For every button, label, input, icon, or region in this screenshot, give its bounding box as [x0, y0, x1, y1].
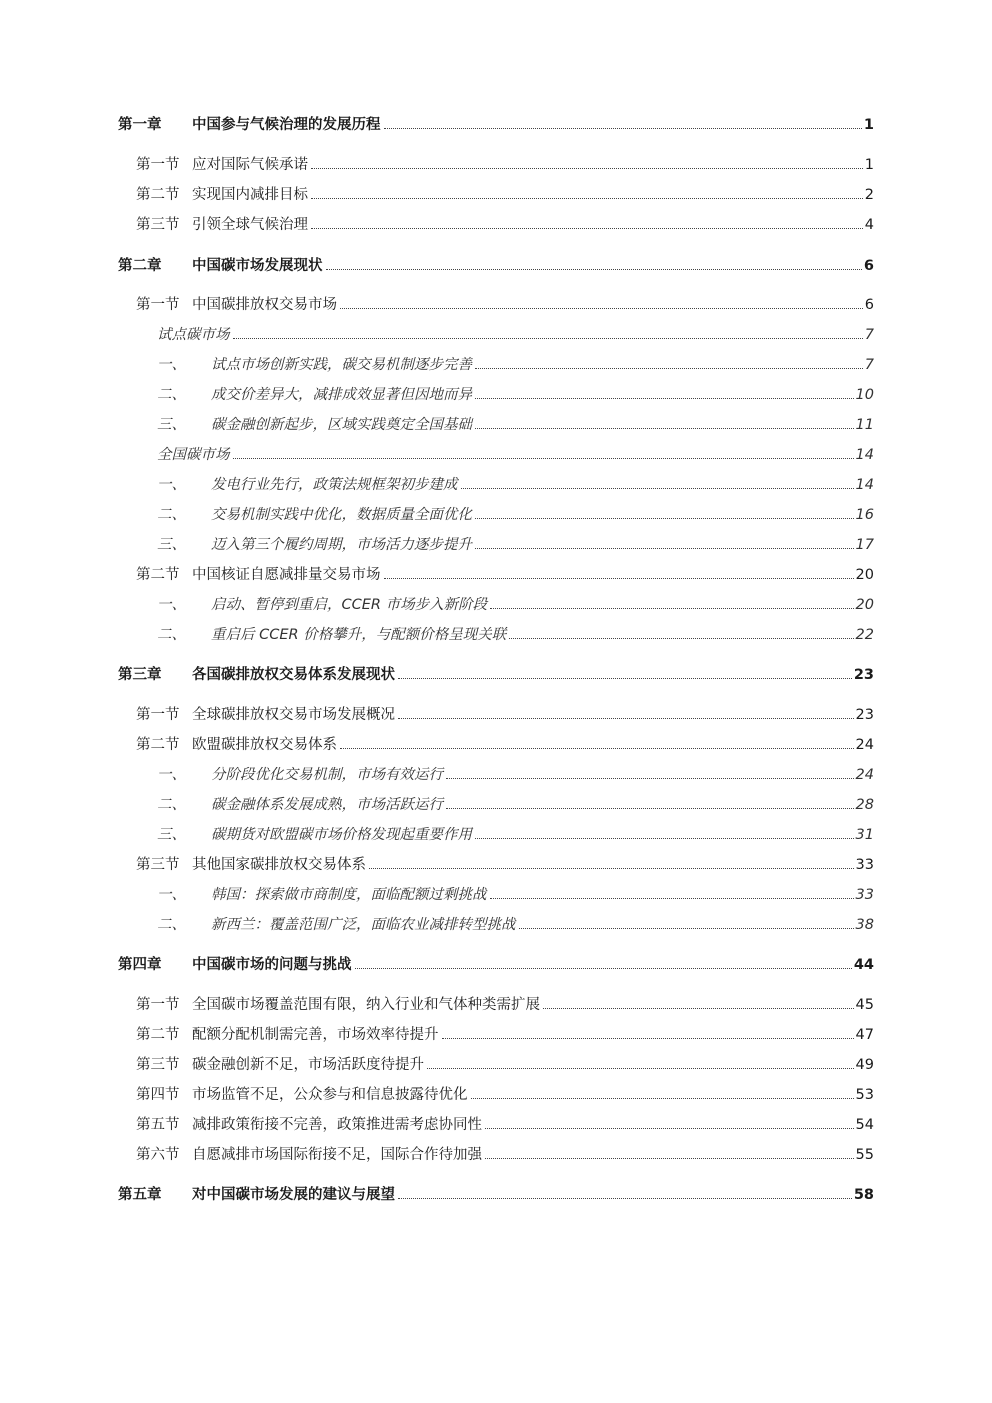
dot-leader [461, 488, 854, 489]
toc-entry-page-number: 1 [864, 157, 874, 173]
toc-entry-label: 第二节 [136, 737, 180, 753]
toc-entry-sub-b[interactable] [157, 823, 874, 845]
toc-entry-label: 二、 [157, 797, 186, 813]
toc-entry-page-number: 22 [855, 627, 874, 643]
toc-entry-page-number: 54 [855, 1117, 874, 1133]
toc-entry-page-number: 45 [855, 997, 874, 1013]
toc-entry-section[interactable] [136, 183, 874, 205]
toc-entry-label: 第三章 [118, 667, 162, 683]
toc-entry-label: 第一章 [118, 117, 162, 133]
toc-entry-sub-a[interactable] [157, 443, 874, 465]
toc-entry-title: 交易机制实践中优化，数据质量全面优化 [211, 507, 472, 523]
toc-entry-title: 韩国：探索做市商制度，面临配额过剩挑战 [211, 887, 487, 903]
dot-leader [543, 1008, 854, 1009]
toc-entry-label: 第二章 [118, 258, 162, 274]
toc-entry-page-number: 44 [853, 957, 874, 973]
toc-entry-sub-b[interactable] [157, 913, 874, 935]
toc-entry-title: 重启后 CCER 价格攀升，与配额价格呈现关联 [211, 627, 507, 643]
toc-entry-title: 配额分配机制需完善，市场效率待提升 [192, 1027, 439, 1043]
toc-entry-label: 第一节 [136, 997, 180, 1013]
dot-leader [233, 458, 854, 459]
toc-entry-label: 第一节 [136, 297, 180, 313]
dot-leader [490, 898, 854, 899]
toc-entry-page-number: 17 [855, 537, 874, 553]
toc-entry-chapter[interactable] [118, 254, 874, 276]
toc-entry-title: 减排政策衔接不完善，政策推进需考虑协同性 [192, 1117, 482, 1133]
toc-entry-label: 三、 [157, 827, 186, 843]
dot-leader [485, 1128, 854, 1129]
toc-entry-label: 第三节 [136, 217, 180, 233]
toc-entry-title: 全球碳排放权交易市场发展概况 [192, 707, 395, 723]
dot-leader [340, 308, 863, 309]
toc-entry-page-number: 2 [864, 187, 874, 203]
toc-entry-sub-b[interactable] [157, 413, 874, 435]
toc-entry-title: 应对国际气候承诺 [192, 157, 308, 173]
toc-entry-sub-b[interactable] [157, 503, 874, 525]
toc-entry-title: 全国碳市场 [157, 447, 230, 463]
toc-entry-section[interactable] [136, 563, 874, 585]
toc-entry-page-number: 7 [864, 327, 874, 343]
toc-entry-label: 三、 [157, 537, 186, 553]
dot-leader [475, 518, 854, 519]
toc-entry-section[interactable] [136, 1023, 874, 1045]
toc-entry-section[interactable] [136, 1143, 874, 1165]
dot-leader [355, 968, 852, 969]
toc-entry-label: 一、 [157, 767, 186, 783]
toc-entry-title: 碳金融体系发展成熟，市场活跃运行 [211, 797, 443, 813]
toc-entry-title: 中国核证自愿减排量交易市场 [192, 567, 381, 583]
toc-entry-page-number: 53 [855, 1087, 874, 1103]
toc-entry-label: 第二节 [136, 187, 180, 203]
toc-entry-page-number: 20 [855, 597, 874, 613]
toc-entry-page-number: 1 [863, 117, 874, 133]
toc-entry-title: 发电行业先行，政策法规框架初步建成 [211, 477, 458, 493]
toc-entry-label: 一、 [157, 357, 186, 373]
toc-entry-page-number: 55 [855, 1147, 874, 1163]
dot-leader [233, 338, 863, 339]
toc-entry-label: 第六节 [136, 1147, 180, 1163]
toc-entry-sub-a[interactable] [157, 323, 874, 345]
toc-entry-sub-b[interactable] [157, 763, 874, 785]
toc-entry-page-number: 33 [855, 857, 874, 873]
toc-entry-title: 中国碳排放权交易市场 [192, 297, 337, 313]
toc-entry-chapter[interactable] [118, 113, 874, 135]
toc-entry-chapter[interactable] [118, 1183, 874, 1205]
dot-leader [475, 428, 854, 429]
toc-entry-title: 中国碳市场的问题与挑战 [192, 957, 352, 973]
toc-entry-label: 第五章 [118, 1187, 162, 1203]
dot-leader [398, 678, 852, 679]
toc-entry-page-number: 4 [864, 217, 874, 233]
dot-leader [485, 1158, 854, 1159]
toc-entry-title: 碳金融创新不足，市场活跃度待提升 [192, 1057, 424, 1073]
toc-entry-label: 第五节 [136, 1117, 180, 1133]
dot-leader [398, 1198, 852, 1199]
toc-entry-page-number: 16 [855, 507, 874, 523]
toc-entry-sub-b[interactable] [157, 793, 874, 815]
toc-entry-page-number: 28 [855, 797, 874, 813]
toc-entry-page-number: 38 [855, 917, 874, 933]
toc-entry-title: 试点碳市场 [157, 327, 230, 343]
toc-entry-section[interactable] [136, 853, 874, 875]
toc-entry-label: 三、 [157, 417, 186, 433]
toc-entry-section[interactable] [136, 733, 874, 755]
dot-leader [475, 398, 854, 399]
toc-entry-title: 碳金融创新起步，区域实践奠定全国基础 [211, 417, 472, 433]
toc-entry-title: 成交价差异大，减排成效显著但因地而异 [211, 387, 472, 403]
toc-entry-page-number: 24 [855, 737, 874, 753]
toc-entry-label: 二、 [157, 917, 186, 933]
dot-leader [369, 868, 854, 869]
dot-leader [398, 718, 854, 719]
toc-entry-page-number: 10 [855, 387, 874, 403]
toc-entry-section[interactable] [136, 1083, 874, 1105]
toc-entry-label: 一、 [157, 477, 186, 493]
toc-entry-label: 第三节 [136, 1057, 180, 1073]
toc-entry-title: 对中国碳市场发展的建议与展望 [192, 1187, 395, 1203]
toc-entry-page-number: 24 [855, 767, 874, 783]
dot-leader [311, 198, 863, 199]
toc-entry-title: 分阶段优化交易机制，市场有效运行 [211, 767, 443, 783]
dot-leader [490, 608, 853, 609]
toc-entry-sub-b[interactable] [157, 593, 874, 615]
dot-leader [446, 808, 854, 809]
toc-entry-label: 第二节 [136, 1027, 180, 1043]
toc-entry-page-number: 14 [855, 477, 874, 493]
toc-entry-label: 第四节 [136, 1087, 180, 1103]
dot-leader [446, 778, 854, 779]
toc-entry-page-number: 58 [853, 1187, 874, 1203]
toc-entry-section[interactable] [136, 153, 874, 175]
dot-leader [340, 748, 854, 749]
toc-entry-label: 二、 [157, 387, 186, 403]
dot-leader [384, 128, 862, 129]
toc-entry-title: 全国碳市场覆盖范围有限，纳入行业和气体种类需扩展 [192, 997, 540, 1013]
toc-entry-page-number: 20 [855, 567, 874, 583]
dot-leader [475, 368, 863, 369]
toc-entry-title: 试点市场创新实践，碳交易机制逐步完善 [211, 357, 472, 373]
toc-entry-title: 各国碳排放权交易体系发展现状 [192, 667, 395, 683]
toc-entry-section[interactable] [136, 213, 874, 235]
toc-entry-label: 第一节 [136, 157, 180, 173]
toc-entry-title: 中国碳市场发展现状 [192, 258, 323, 274]
toc-entry-label: 第三节 [136, 857, 180, 873]
toc-entry-section[interactable] [136, 1053, 874, 1075]
toc-entry-page-number: 47 [855, 1027, 874, 1043]
toc-entry-sub-b[interactable] [157, 623, 874, 645]
toc-entry-label: 第二节 [136, 567, 180, 583]
toc-entry-sub-b[interactable] [157, 533, 874, 555]
dot-leader [475, 548, 854, 549]
toc-entry-title: 中国参与气候治理的发展历程 [192, 117, 381, 133]
toc-entry-title: 其他国家碳排放权交易体系 [192, 857, 366, 873]
toc-entry-title: 启动、暂停到重启，CCER 市场步入新阶段 [211, 597, 488, 613]
toc-entry-section[interactable] [136, 1113, 874, 1135]
toc-entry-title: 实现国内减排目标 [192, 187, 308, 203]
toc-entry-title: 迈入第三个履约周期，市场活力逐步提升 [211, 537, 472, 553]
dot-leader [311, 168, 863, 169]
toc-entry-title: 引领全球气候治理 [192, 217, 308, 233]
toc-entry-page-number: 6 [863, 258, 874, 274]
toc-entry-sub-b[interactable] [157, 353, 874, 375]
toc-entry-page-number: 33 [855, 887, 874, 903]
toc-entry-title: 碳期货对欧盟碳市场价格发现起重要作用 [211, 827, 472, 843]
dot-leader [326, 269, 862, 270]
toc-entry-page-number: 23 [855, 707, 874, 723]
dot-leader [311, 228, 863, 229]
toc-entry-title: 自愿减排市场国际衔接不足，国际合作待加强 [192, 1147, 482, 1163]
toc-entry-page-number: 7 [864, 357, 874, 373]
toc-entry-title: 欧盟碳排放权交易体系 [192, 737, 337, 753]
dot-leader [475, 838, 854, 839]
toc-entry-chapter[interactable] [118, 663, 874, 685]
toc-entry-title: 新西兰：覆盖范围广泛，面临农业减排转型挑战 [211, 917, 516, 933]
dot-leader [471, 1098, 854, 1099]
toc-entry-page-number: 23 [853, 667, 874, 683]
toc-entry-page-number: 14 [855, 447, 874, 463]
toc-entry-title: 市场监管不足，公众参与和信息披露待优化 [192, 1087, 468, 1103]
toc-entry-sub-b[interactable] [157, 473, 874, 495]
toc-entry-page-number: 11 [855, 417, 874, 433]
toc-entry-label: 二、 [157, 507, 186, 523]
toc-entry-label: 一、 [157, 887, 186, 903]
dot-leader [519, 928, 854, 929]
dot-leader [442, 1038, 854, 1039]
toc-entry-label: 二、 [157, 627, 186, 643]
toc-entry-page-number: 6 [864, 297, 874, 313]
toc-entry-page-number: 49 [855, 1057, 874, 1073]
dot-leader [427, 1068, 854, 1069]
toc-entry-label: 第一节 [136, 707, 180, 723]
toc-entry-section[interactable] [136, 293, 874, 315]
toc-entry-section[interactable] [136, 703, 874, 725]
dot-leader [384, 578, 854, 579]
toc-entry-section[interactable] [136, 993, 874, 1015]
toc-entry-sub-b[interactable] [157, 383, 874, 405]
toc-entry-label: 一、 [157, 597, 186, 613]
dot-leader [509, 638, 853, 639]
toc-entry-sub-b[interactable] [157, 883, 874, 905]
toc-entry-label: 第四章 [118, 957, 162, 973]
toc-entry-chapter[interactable] [118, 953, 874, 975]
toc-entry-page-number: 31 [855, 827, 874, 843]
